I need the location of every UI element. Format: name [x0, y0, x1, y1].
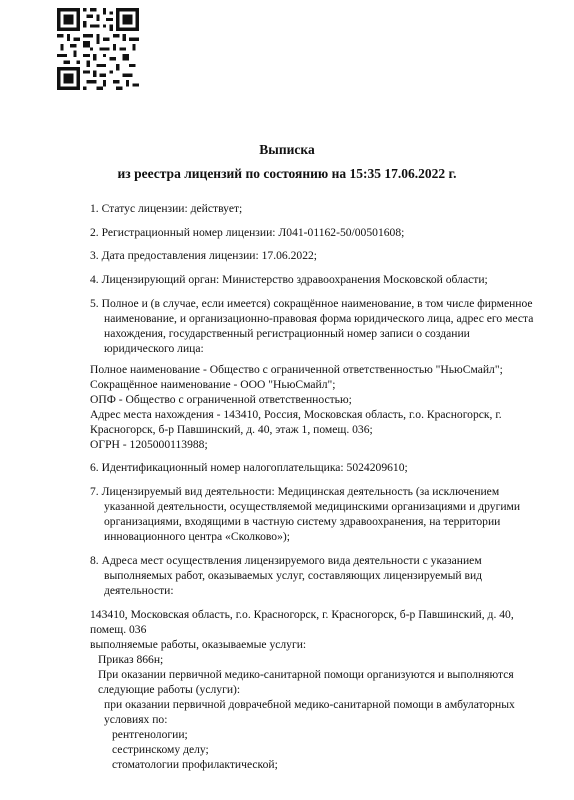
- prehospital-care-line: при оказании первичной доврачебной медико-санитарной помощи в амбулаторных: [104, 698, 515, 711]
- item-locations-line: выполняемых работ, оказываемых услуг, составляющих лицензируемый вид: [104, 569, 483, 582]
- order-reference: Приказ 866н;: [98, 653, 164, 666]
- item-issue-date: 3. Дата предоставления лицензии: 17.06.2022;: [90, 249, 318, 262]
- org-full-name: Полное наименование - Общество с ограниченной ответственностью "НьюСмайл";: [90, 363, 503, 376]
- works-header: выполняемые работы, оказываемые услуги:: [90, 638, 307, 651]
- service-item: рентгенологии;: [112, 728, 188, 741]
- primary-care-line: При оказании первичной медико-санитарной помощи организуются и выполняются: [98, 668, 514, 681]
- item-licensing-authority: 4. Лицензирующий орган: Министерство здравоохранения Московской области;: [90, 273, 488, 286]
- item-org-name-line: наименование, и организационно-правовая форма юридического лица, адрес его места: [104, 312, 534, 325]
- item-org-name-line: юридического лица:: [104, 342, 204, 355]
- location-address: 143410, Московская область, г.о. Красногорск, г. Красногорск, б-р Павшинский, д. 40,: [90, 608, 514, 621]
- item-org-name-line: нахождения, государственный регистрационный номер записи о создании: [104, 327, 470, 340]
- item-license-status: 1. Статус лицензии: действует;: [90, 202, 243, 215]
- location-address: помещ. 036: [90, 623, 147, 636]
- item-activity-line: организациями, входящими в частную систему здравоохранения, на территории: [104, 515, 501, 528]
- item-locations-line: деятельности:: [104, 584, 174, 597]
- document-subtitle: из реестра лицензий по состоянию на 15:35 17.06.2022 г.: [117, 166, 457, 181]
- org-short-name: Сокращённое наименование - ООО "НьюСмайл";: [90, 378, 336, 391]
- item-locations-line: 8. Адреса мест осуществления лицензируемого вида деятельности с указанием: [90, 554, 482, 567]
- item-inn: 6. Идентификационный номер налогоплательщика: 5024209610;: [90, 461, 408, 474]
- document-title: Выписка: [259, 142, 315, 157]
- org-ogrn: ОГРН - 1205000113988;: [90, 438, 208, 451]
- org-legal-form: ОПФ - Общество с ограниченной ответственностью;: [90, 393, 352, 406]
- org-address: Адрес места нахождения - 143410, Россия, Московская область, г.о. Красногорск, г.: [90, 408, 502, 421]
- primary-care-line: следующие работы (услуги):: [98, 683, 241, 696]
- item-activity-line: указанной деятельности, осуществляемой медицинскими организациями и другими: [104, 500, 521, 513]
- service-item: стоматологии профилактической;: [112, 758, 278, 771]
- org-address: Красногорск, б-р Павшинский, д. 40, этаж 1, помещ. 036;: [90, 423, 373, 436]
- qr-code-icon: [57, 8, 139, 90]
- item-registration-number: 2. Регистрационный номер лицензии: Л041-01162-50/00501608;: [90, 226, 405, 239]
- item-activity-line: 7. Лицензируемый вид деятельности: Медицинская деятельность (за исключением: [90, 485, 500, 498]
- service-item: сестринскому делу;: [112, 743, 209, 756]
- item-activity-line: инновационного центра «Сколково»);: [104, 530, 290, 543]
- prehospital-care-line: условиях по:: [104, 713, 168, 726]
- item-org-name-line: 5. Полное и (в случае, если имеется) сокращённое наименование, в том числе фирменное: [90, 297, 533, 310]
